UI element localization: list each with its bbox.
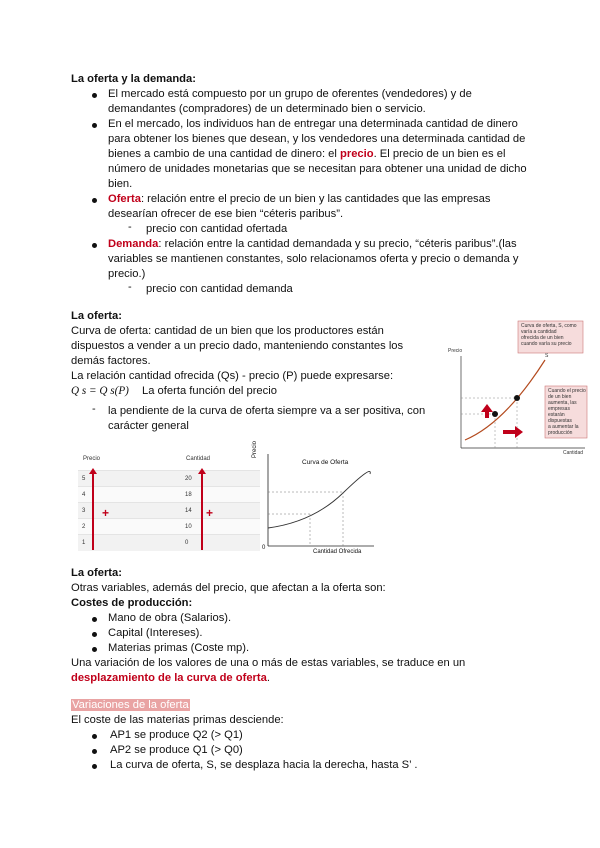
annotation-line: cuando varía su precio	[521, 341, 572, 347]
annotation-text	[548, 388, 586, 436]
section-heading: La oferta:	[71, 310, 122, 322]
y-axis-label: Precio	[448, 348, 463, 354]
text-line	[108, 192, 490, 207]
list-item: AP1 se produce Q2 (> Q1)	[110, 729, 243, 741]
text-line: El coste de las materias primas desciende:	[71, 714, 284, 726]
bullet-dot	[92, 647, 97, 652]
text-line	[108, 147, 505, 162]
annotation-line: varía a cantidad	[521, 329, 557, 335]
curve-label: S	[545, 353, 549, 359]
table-row	[78, 518, 260, 535]
supply-curve	[465, 360, 545, 440]
annotation-line: estarán dispuestas	[548, 412, 572, 424]
bullet-dot	[92, 123, 97, 128]
dash-marker: -	[128, 281, 132, 293]
table-cell-quantity: 20	[185, 476, 192, 482]
text-line: precio con cantidad demanda	[146, 283, 293, 295]
table-cell-quantity: 10	[185, 524, 192, 530]
annotation-line: Curva de oferta, S, como	[521, 323, 577, 329]
up-arrow-icon	[198, 468, 206, 474]
text-run: . El precio de un bien es el	[373, 148, 506, 160]
list-item: AP2 se produce Q1 (> Q0)	[110, 744, 243, 756]
text-line: número de unidades monetarias que se necesitan para obtener una unidad de dicho	[108, 163, 527, 175]
text-line: precio con cantidad ofertada	[146, 223, 288, 235]
equilibrium-point	[514, 395, 520, 401]
table-cell-quantity: 14	[185, 508, 192, 514]
text-run: .	[266, 672, 270, 684]
table-row	[78, 486, 260, 503]
section-heading: La oferta:	[71, 567, 122, 579]
list-item: Materias primas (Coste mp).	[108, 642, 250, 654]
text-line: Otras variables, además del precio, que afectan a la oferta son:	[71, 582, 386, 594]
section-heading	[71, 698, 190, 713]
bullet-dot	[92, 749, 97, 754]
supply-curve-chart	[252, 440, 378, 560]
table-cell-price: 5	[82, 476, 86, 482]
formula: Q s = Q s(P)	[71, 385, 129, 397]
bullet-dot	[92, 243, 97, 248]
price-arrow-shaft	[92, 472, 94, 550]
table-cell-quantity: 18	[185, 492, 192, 498]
dash-marker: -	[92, 403, 96, 415]
keyword-oferta: Oferta	[108, 193, 141, 205]
bullet-dot	[92, 198, 97, 203]
annotation-line: producción	[548, 430, 573, 436]
text-run: : relación entre el precio de un bien y las cantidades que las empresas	[140, 193, 491, 205]
y-axis-label: Precio	[252, 440, 258, 458]
text-line	[71, 671, 270, 686]
x-axis-label: Cantidad	[563, 450, 584, 456]
supply-curve	[268, 471, 370, 528]
text-line: Una variación de los valores de una o más de estas variables, se traduce en un	[71, 657, 466, 669]
text-line: El mercado está compuesto por un grupo de oferentes (vendedores) y de	[108, 88, 472, 100]
quantity-arrow-shaft	[201, 472, 203, 550]
right-arrow-icon	[503, 426, 523, 438]
keyword-demanda: Demanda	[108, 238, 159, 250]
keyword-precio: precio	[340, 148, 374, 160]
text-line: bien.	[108, 178, 133, 190]
bullet-dot	[92, 734, 97, 739]
annotation-line: a aumentar la	[548, 424, 579, 430]
text-line: la pendiente de la curva de oferta siempre va a ser positiva, con	[108, 405, 426, 417]
highlighted-heading: Variaciones de la oferta	[72, 699, 189, 711]
text-line: demás factores.	[71, 355, 151, 367]
text-line: dispuestos a vender a un precio dado, manteniendo constantes los	[71, 340, 404, 352]
list-item: Mano de obra (Salarios).	[108, 612, 232, 624]
text-line: variables se mantienen constantes, solo relacionamos oferta y precio o demanda y	[108, 253, 519, 265]
table-row	[78, 470, 260, 487]
text-run: bienes a cambio de una cantidad de dinero: el	[108, 148, 340, 160]
text-line: desearían ofrecer de ese bien “céteris paribus”.	[108, 208, 344, 220]
side-supply-figure	[445, 318, 590, 458]
annotation-line: Cuando el precio	[548, 388, 586, 394]
text-line: para obtener los bienes que desean, y los vendedores una determinada cantidad de	[108, 133, 526, 145]
text-line: precio.)	[108, 268, 146, 280]
table-header-quantity: Cantidad	[186, 456, 211, 462]
annotation-text	[521, 323, 581, 347]
text-line: La relación cantidad ofrecida (Qs) - precio (P) puede expresarse:	[71, 370, 394, 382]
annotation-line: empresas	[548, 406, 570, 412]
dash-marker: -	[128, 221, 132, 233]
text-line: carácter general	[108, 420, 189, 432]
annotation-line: de un bien	[548, 394, 572, 400]
table-cell-quantity: 0	[185, 540, 189, 546]
up-arrow-icon	[481, 404, 493, 418]
table-cell-price: 3	[82, 508, 86, 514]
keyword-desplazamiento: desplazamiento de la curva de oferta	[71, 672, 267, 684]
annotation-line: ofrecida de un bien	[521, 335, 564, 341]
text-line: En el mercado, los individuos han de entregar una determinada cantidad de dinero	[108, 118, 518, 130]
table-cell-price: 2	[82, 524, 86, 530]
plus-icon: +	[206, 506, 214, 520]
table-header-price: Precio	[83, 456, 101, 462]
table-row	[78, 534, 260, 551]
bullet-dot	[92, 617, 97, 622]
chart-title: Curva de Oferta	[302, 459, 349, 466]
formula-note: La oferta función del precio	[142, 385, 277, 397]
up-arrow-icon	[89, 468, 97, 474]
annotation-line: aumenta, las	[548, 400, 577, 406]
text-line	[108, 237, 517, 252]
bullet-dot	[92, 632, 97, 637]
bullet-dot	[92, 93, 97, 98]
table-cell-price: 4	[82, 492, 86, 498]
list-item: La curva de oferta, S, se desplaza hacia la derecha, hasta S’ .	[110, 759, 418, 771]
x-axis-label: Cantidad Ofrecida	[313, 549, 362, 555]
bullet-dot	[92, 764, 97, 769]
plus-icon: +	[102, 506, 110, 520]
text-run: : relación entre la cantidad demandada y su precio, “céteris paribus”.(las	[158, 238, 517, 250]
sub-heading: Costes de producción:	[71, 597, 193, 609]
supply-table	[78, 452, 260, 552]
list-item: Capital (Intereses).	[108, 627, 203, 639]
text-line: demandantes (compradores) de un determinado bien o servicio.	[108, 103, 426, 115]
section-heading: La oferta y la demanda:	[71, 73, 196, 85]
table-cell-price: 1	[82, 540, 86, 546]
origin-label: 0	[262, 545, 266, 551]
text-line: Curva de oferta: cantidad de un bien que los productores están	[71, 325, 384, 337]
